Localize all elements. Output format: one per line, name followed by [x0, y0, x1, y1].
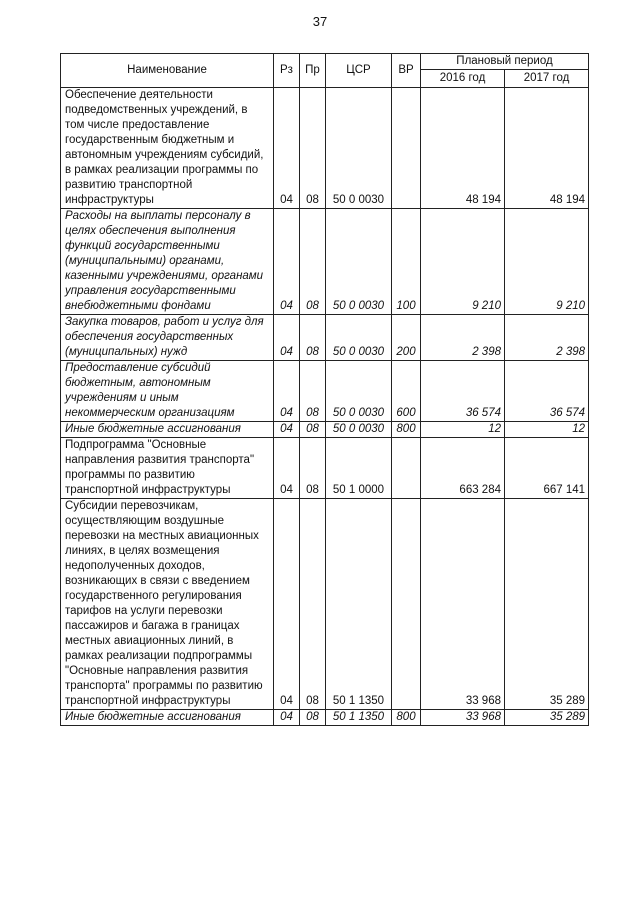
table-row	[61, 422, 589, 438]
header-year-2017: 2017 год	[505, 70, 589, 88]
table-row	[61, 499, 589, 710]
row-csr: 50 1 1350	[326, 499, 392, 710]
row-rz: 04	[274, 499, 300, 710]
header-pr: Пр	[300, 54, 326, 88]
header-year-2016: 2016 год	[421, 70, 505, 88]
row-value-2016: 33 968	[421, 499, 505, 710]
row-rz: 04	[274, 710, 300, 726]
header-name: Наименование	[61, 54, 274, 88]
header-vr: ВР	[392, 54, 421, 88]
table-row	[61, 315, 589, 361]
row-csr: 50 0 0030	[326, 422, 392, 438]
row-csr: 50 0 0030	[326, 315, 392, 361]
budget-table	[60, 53, 589, 726]
row-csr: 50 0 0030	[326, 361, 392, 422]
header-csr: ЦСР	[326, 54, 392, 88]
row-pr: 08	[300, 361, 326, 422]
row-value-2017: 2 398	[505, 315, 589, 361]
row-vr: 800	[392, 422, 421, 438]
row-value-2016: 36 574	[421, 361, 505, 422]
row-vr: 600	[392, 361, 421, 422]
header-rz: Рз	[274, 54, 300, 88]
row-pr: 08	[300, 438, 326, 499]
page-number: 37	[312, 14, 328, 29]
row-rz: 04	[274, 361, 300, 422]
row-vr	[392, 438, 421, 499]
row-pr: 08	[300, 499, 326, 710]
row-value-2017: 35 289	[505, 710, 589, 726]
row-vr: 800	[392, 710, 421, 726]
row-value-2016: 12	[421, 422, 505, 438]
table-row	[61, 361, 589, 422]
row-rz: 04	[274, 209, 300, 315]
row-name: Иные бюджетные ассигнования	[61, 422, 274, 438]
row-value-2017: 667 141	[505, 438, 589, 499]
row-pr: 08	[300, 710, 326, 726]
row-name: Субсидии перевозчикам, осуществляющим воздушные перевозки на местных авиационных линиях, в целях возмещения недополученных доходов, возникающих в связи с введением государственного регулирования тарифов на услуги перевозки пассажиров и багажа в границах местных авиационных линий, в рамках реализации подпрограммы "Основные направления развития транспорта" программы по развитию транспортной инфраструктуры	[61, 499, 274, 710]
row-pr: 08	[300, 209, 326, 315]
row-value-2017: 35 289	[505, 499, 589, 710]
table-row	[61, 710, 589, 726]
table-row	[61, 438, 589, 499]
row-name: Обеспечение деятельности подведомственных учреждений, в том числе предоставление государственным бюджетным и автономным учреждениям субсидий, в рамках реализации программы по развитию транспортной инфраструктуры	[61, 88, 274, 209]
row-vr	[392, 88, 421, 209]
row-vr	[392, 499, 421, 710]
row-csr: 50 0 0030	[326, 88, 392, 209]
row-vr: 200	[392, 315, 421, 361]
row-value-2017: 12	[505, 422, 589, 438]
table-row	[61, 209, 589, 315]
row-rz: 04	[274, 315, 300, 361]
row-csr: 50 0 0030	[326, 209, 392, 315]
row-vr: 100	[392, 209, 421, 315]
row-name: Предоставление субсидий бюджетным, автономным учреждениям и иным некоммерческим организациям	[61, 361, 274, 422]
row-value-2017: 36 574	[505, 361, 589, 422]
table-body	[61, 88, 589, 726]
row-pr: 08	[300, 315, 326, 361]
row-csr: 50 1 1350	[326, 710, 392, 726]
row-rz: 04	[274, 422, 300, 438]
row-csr: 50 1 0000	[326, 438, 392, 499]
row-rz: 04	[274, 438, 300, 499]
row-rz: 04	[274, 88, 300, 209]
header-planned-period: Плановый период	[421, 54, 589, 70]
row-name: Иные бюджетные ассигнования	[61, 710, 274, 726]
row-value-2016: 663 284	[421, 438, 505, 499]
row-name: Расходы на выплаты персоналу в целях обеспечения выполнения функций государственными (муниципальными) органами, казенными учреждениями, органами управления государственными внебюджетными фондами	[61, 209, 274, 315]
row-value-2016: 33 968	[421, 710, 505, 726]
row-pr: 08	[300, 422, 326, 438]
row-name: Закупка товаров, работ и услуг для обеспечения государственных (муниципальных) нужд	[61, 315, 274, 361]
row-pr: 08	[300, 88, 326, 209]
row-value-2016: 48 194	[421, 88, 505, 209]
row-value-2016: 9 210	[421, 209, 505, 315]
row-value-2017: 9 210	[505, 209, 589, 315]
row-name: Подпрограмма "Основные направления развития транспорта" программы по развитию транспортной инфраструктуры	[61, 438, 274, 499]
row-value-2017: 48 194	[505, 88, 589, 209]
row-value-2016: 2 398	[421, 315, 505, 361]
table-row	[61, 88, 589, 209]
